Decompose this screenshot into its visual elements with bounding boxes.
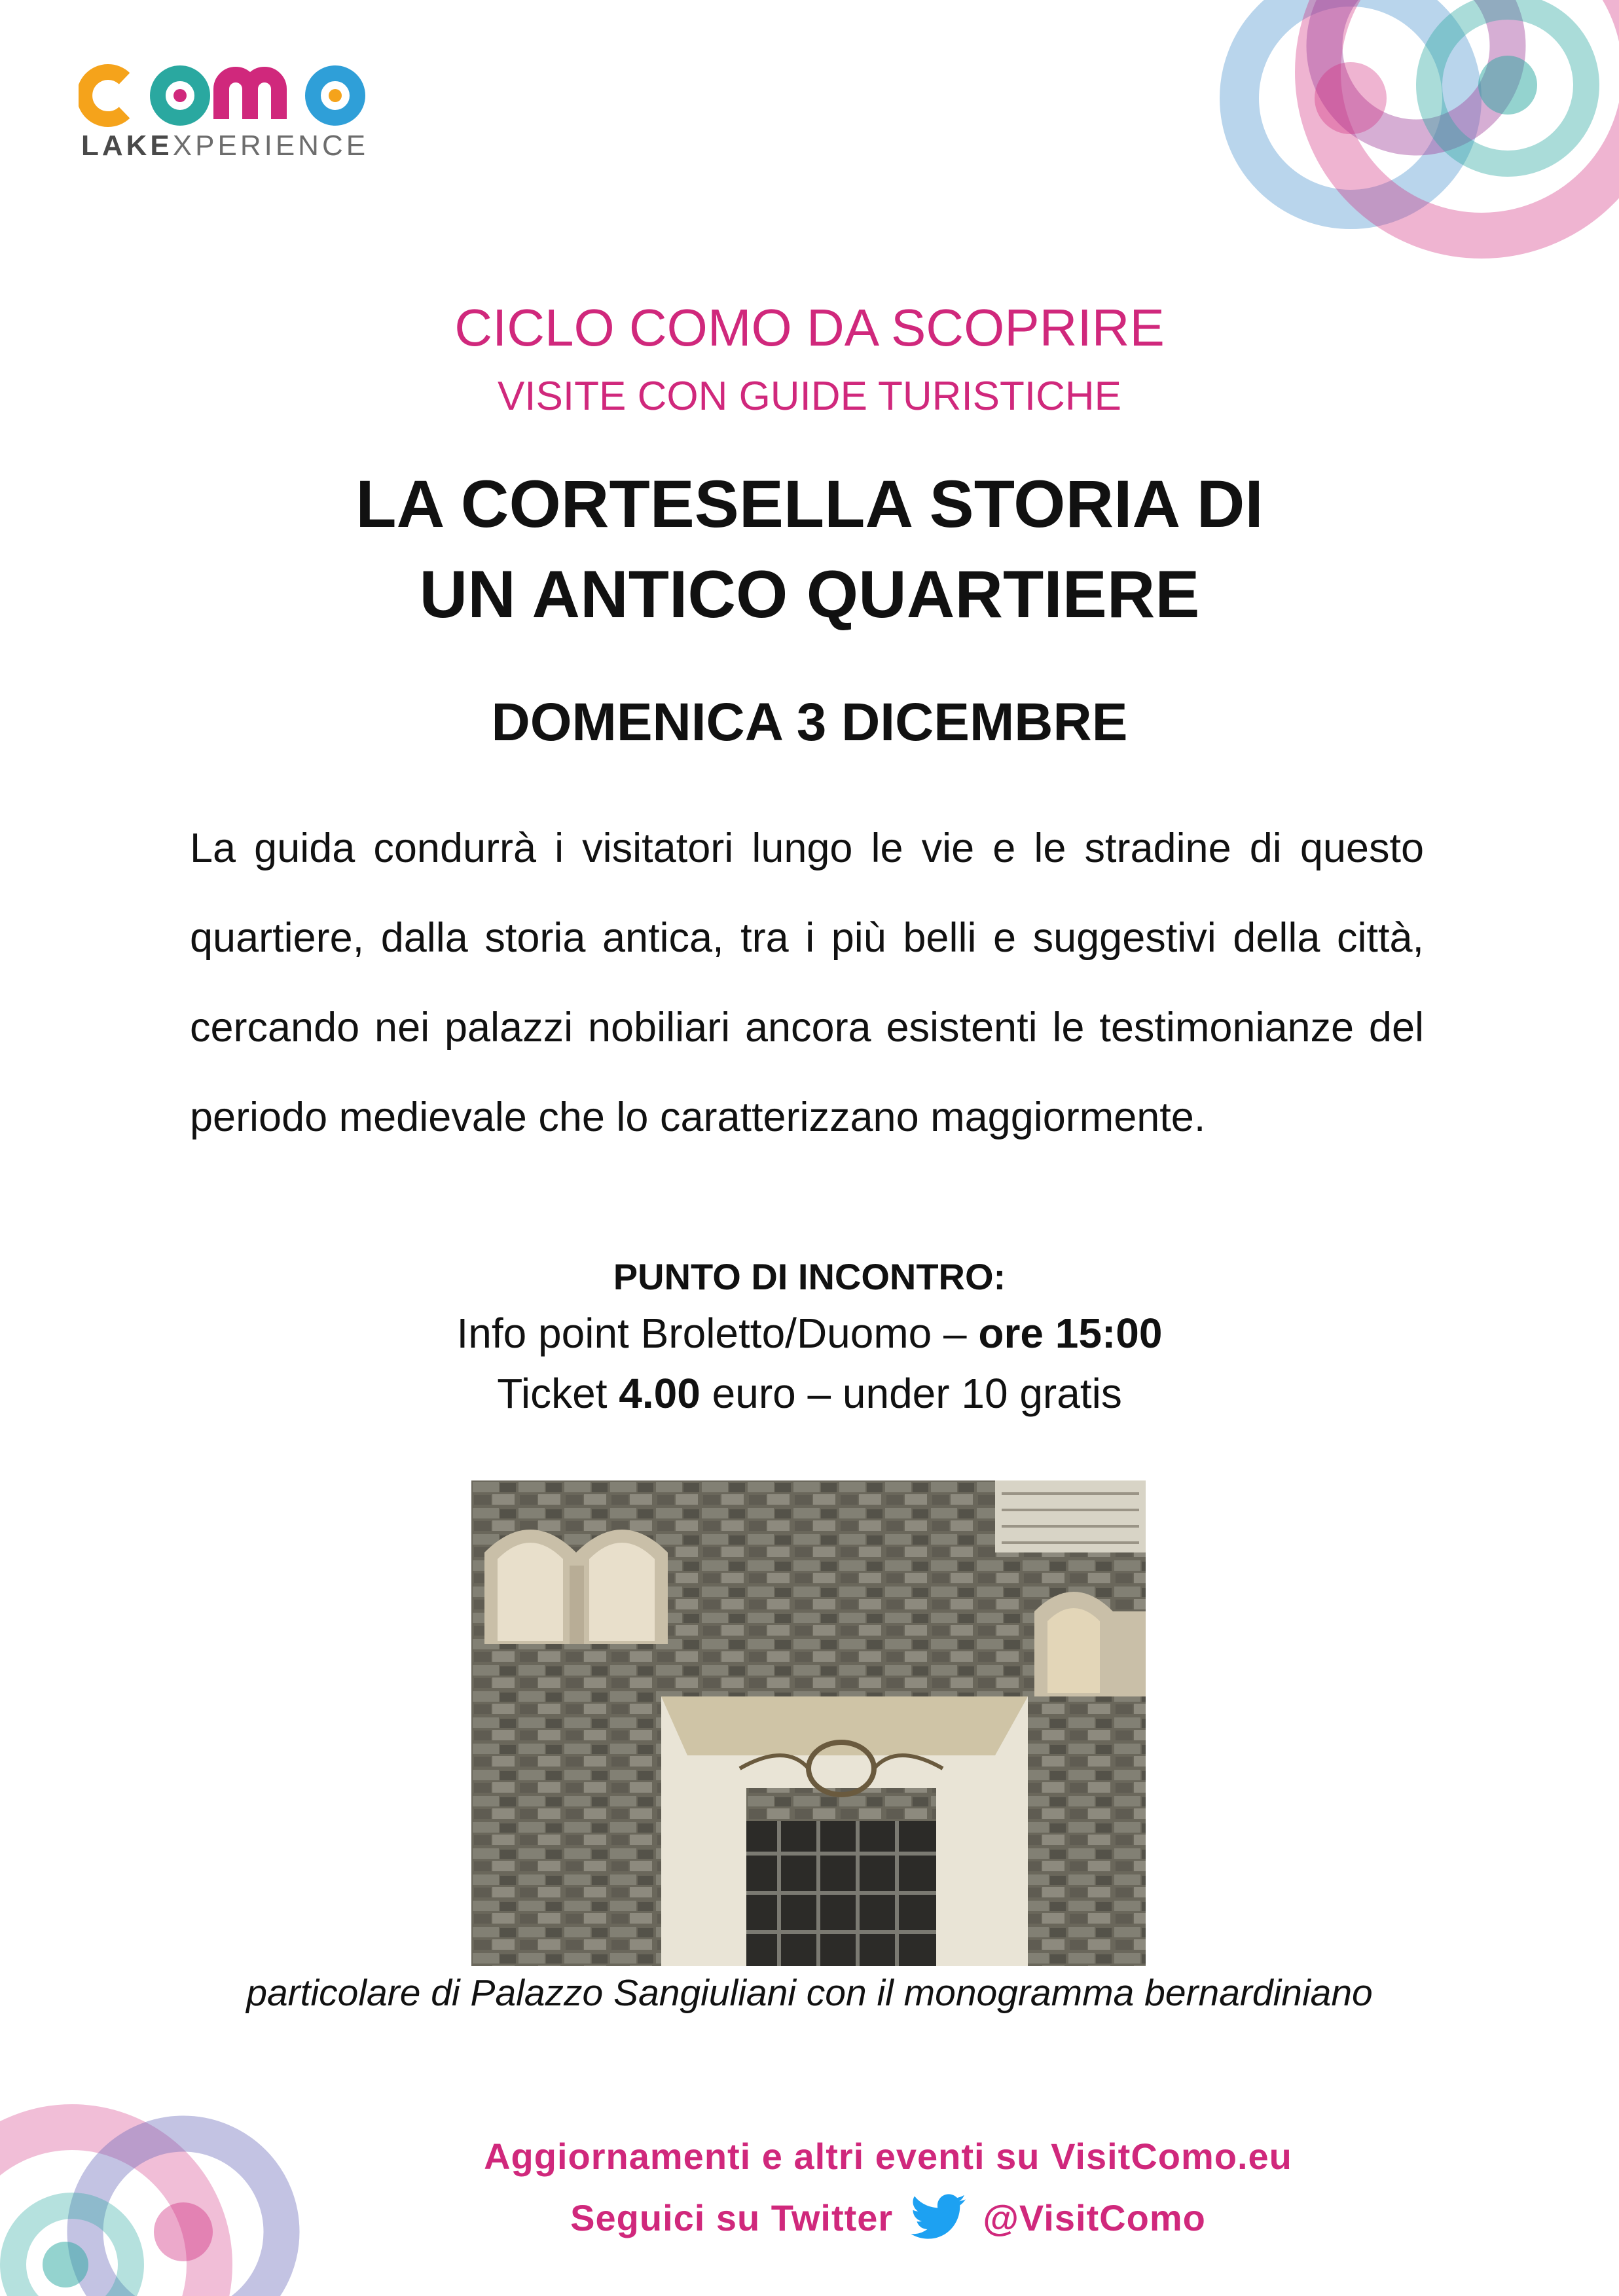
decorative-circles-top bbox=[1220, 0, 1619, 288]
event-title-line-1: LA CORTESELLA STORIA DI bbox=[355, 467, 1264, 541]
como-logo bbox=[79, 56, 380, 168]
ticket-line bbox=[0, 1369, 1619, 1418]
event-date: DOMENICA 3 DICEMBRE bbox=[491, 692, 1128, 752]
ticket-price: 4.00 bbox=[619, 1370, 700, 1417]
meeting-point-line bbox=[0, 1309, 1619, 1357]
decorative-circles-bottom bbox=[0, 2068, 321, 2296]
logo-wordmark bbox=[79, 56, 380, 135]
photo-caption: particolare di Palazzo Sangiuliani con il monogramma bernardiniano bbox=[246, 1972, 1373, 2014]
footer-twitter-handle[interactable]: @VisitComo bbox=[983, 2197, 1206, 2238]
ticket-suffix: euro – under 10 gratis bbox=[712, 1370, 1122, 1417]
series-subtitle: VISITE CON GUIDE TURISTICHE bbox=[497, 374, 1122, 419]
ticket-prefix: Ticket bbox=[497, 1370, 608, 1417]
footer-follow-text: Seguici su Twitter bbox=[570, 2197, 894, 2238]
logo-tagline: LAKEXPERIENCE bbox=[81, 130, 369, 162]
meeting-time: ore 15:00 bbox=[978, 1310, 1163, 1357]
event-title-line-2: UN ANTICO QUARTIERE bbox=[419, 557, 1200, 632]
event-description: La guida condurrà i visitatori lungo le vie e le stradine di questo quartiere, dalla storia antica, tra i più belli e suggestivi della città, cercando nei palazzi nobiliari ancora esistenti le testimonianze del periodo medievale che lo caratterizzano maggiormente. bbox=[190, 825, 1424, 1140]
twitter-bird-icon bbox=[911, 2194, 966, 2240]
series-title: CICLO COMO DA SCOPRIRE bbox=[454, 298, 1165, 357]
palazzo-sangiuliani-photo bbox=[471, 1480, 1146, 1966]
footer-updates: Aggiornamenti e altri eventi su VisitComo.eu bbox=[484, 2136, 1292, 2177]
meeting-point-label: PUNTO DI INCONTRO: bbox=[613, 1256, 1006, 1297]
footer-twitter-line bbox=[79, 2194, 1619, 2240]
meeting-place: Info point Broletto/Duomo – bbox=[456, 1310, 967, 1357]
